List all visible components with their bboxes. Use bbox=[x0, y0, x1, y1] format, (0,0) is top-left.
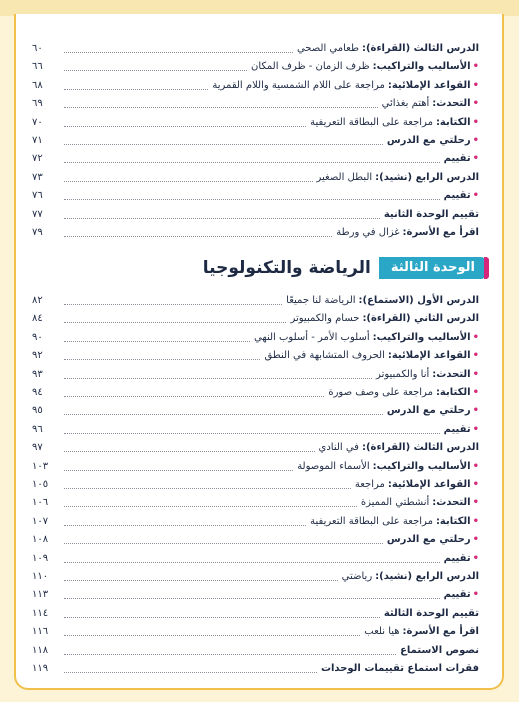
toc-entry-label: الدرس الثالث (القراءة): bbox=[361, 43, 479, 54]
toc-entry-subtitle: مراجعة bbox=[354, 479, 385, 490]
leader-dots bbox=[64, 106, 378, 108]
toc-entry-page: ٦٩ bbox=[32, 98, 43, 110]
bullet-icon: • bbox=[472, 153, 479, 165]
toc-entry[interactable] bbox=[32, 204, 479, 222]
toc-entry-label: الدرس الثالث (القراءة): bbox=[361, 442, 479, 454]
toc-entry[interactable] bbox=[32, 185, 479, 203]
bullet-icon: • bbox=[472, 135, 479, 146]
toc-entry-label: القواعد الإملائية: bbox=[387, 79, 471, 91]
bullet-icon: • bbox=[472, 368, 479, 380]
toc-entry[interactable] bbox=[32, 167, 479, 185]
leader-dots bbox=[64, 616, 380, 618]
toc-entry[interactable] bbox=[32, 382, 479, 400]
bullet-icon: • bbox=[472, 350, 479, 362]
toc-entry-label: الكتابة: bbox=[435, 387, 471, 398]
leader-dots bbox=[64, 198, 440, 200]
bullet-icon: • bbox=[472, 387, 479, 398]
unit3-title: الرياضة والتكنولوجيا bbox=[202, 258, 371, 278]
toc-entry-label: اقرأ مع الأسرة: bbox=[402, 626, 479, 638]
toc-entry-page: ٩٣ bbox=[32, 368, 43, 380]
toc-entry-subtitle: أنشطتي المميزة bbox=[360, 497, 430, 509]
toc-entry[interactable] bbox=[32, 308, 479, 326]
bullet-icon: • bbox=[472, 423, 479, 435]
toc-entry-page: ١٠٦ bbox=[32, 497, 49, 509]
toc-entry-page: ١٠٩ bbox=[32, 552, 49, 564]
toc-entry-page: ٩٦ bbox=[32, 423, 43, 435]
leader-dots bbox=[64, 395, 324, 397]
toc-entry-subtitle: في النادي bbox=[318, 442, 359, 454]
toc-entry-label: نصوص الاستماع bbox=[400, 644, 479, 656]
toc-entry-page: ٧١ bbox=[32, 135, 43, 146]
toc-entry-page: ٩٥ bbox=[32, 405, 43, 417]
bullet-icon: • bbox=[472, 515, 479, 527]
toc-entry-page: ٩٤ bbox=[32, 387, 43, 398]
toc-entry[interactable] bbox=[32, 93, 479, 111]
bullet-icon: • bbox=[472, 479, 479, 490]
toc-entry-label: رحلتي مع الدرس bbox=[386, 534, 471, 546]
toc-entry-label: فقرات استماع تقييمات الوحدات bbox=[320, 663, 479, 674]
leader-dots bbox=[64, 671, 317, 673]
toc-entry-label: الكتابة: bbox=[435, 515, 471, 527]
toc-entry[interactable] bbox=[32, 566, 479, 584]
leader-dots bbox=[64, 161, 440, 163]
leader-dots bbox=[64, 561, 440, 563]
leader-dots bbox=[64, 413, 383, 415]
leader-dots bbox=[64, 180, 313, 182]
leader-dots bbox=[64, 69, 247, 71]
toc-entry-page: ١١٤ bbox=[32, 607, 49, 619]
leader-dots bbox=[64, 597, 440, 599]
toc-entry-label: الدرس الرابع (نشيد): bbox=[375, 571, 479, 582]
bullet-icon: • bbox=[472, 79, 479, 91]
toc-entry-label: رحلتي مع الدرس bbox=[386, 405, 471, 417]
leader-dots bbox=[64, 505, 357, 507]
toc-entry-label: الدرس الرابع (نشيد): bbox=[375, 171, 479, 183]
toc-entry-page: ١١٦ bbox=[32, 626, 49, 638]
leader-dots bbox=[64, 542, 383, 544]
toc-entry[interactable] bbox=[32, 658, 479, 676]
toc-entry[interactable] bbox=[32, 56, 479, 74]
toc-entry-label: تقييم bbox=[443, 190, 471, 202]
toc-entry-subtitle: حسام والكمبيوتر bbox=[290, 313, 360, 325]
toc-entry[interactable] bbox=[32, 327, 479, 345]
leader-dots bbox=[64, 377, 372, 379]
toc-entry[interactable] bbox=[32, 456, 479, 474]
toc-entry-subtitle: الرياضة لنا جميعًا bbox=[286, 295, 356, 306]
toc-entry[interactable] bbox=[32, 419, 479, 437]
leader-dots bbox=[64, 88, 208, 90]
leader-dots bbox=[64, 143, 383, 145]
bullet-icon: • bbox=[472, 405, 479, 417]
toc-entry[interactable] bbox=[32, 529, 479, 547]
toc-entry-subtitle: ظرف الزمان - ظرف المكان bbox=[250, 61, 370, 73]
toc-entry[interactable] bbox=[32, 511, 479, 529]
toc-entry-label: تقييم الوحدة الثانية bbox=[383, 208, 479, 220]
toc-entry-subtitle: مراجعة على اللام الشمسية واللام القمرية bbox=[212, 79, 385, 91]
toc-entry[interactable] bbox=[32, 640, 479, 658]
bullet-icon: • bbox=[472, 116, 479, 128]
toc-entry-label: الدرس الثاني (القراءة): bbox=[362, 313, 479, 325]
toc-entry-page: ٦٠ bbox=[32, 43, 43, 54]
toc-entry-label: الدرس الأول (الاستماع): bbox=[358, 295, 479, 306]
toc-entry-page: ٨٢ bbox=[32, 295, 43, 306]
toc-entry-label: التحدث: bbox=[432, 497, 471, 509]
toc-entry-page: ١١٠ bbox=[32, 571, 49, 582]
toc-entry-page: ٨٤ bbox=[32, 313, 43, 325]
toc-entry-page: ١٠٨ bbox=[32, 534, 49, 546]
toc-entry-label: اقرأ مع الأسرة: bbox=[402, 227, 479, 238]
unit3-header bbox=[203, 255, 485, 281]
leader-dots bbox=[64, 432, 440, 434]
toc-entry[interactable] bbox=[32, 548, 479, 566]
bullet-icon: • bbox=[472, 61, 479, 73]
leader-dots bbox=[64, 321, 286, 323]
leader-dots bbox=[64, 524, 306, 526]
bullet-icon: • bbox=[472, 460, 479, 472]
toc-entry[interactable] bbox=[32, 345, 479, 363]
toc-entry-page: ١١٣ bbox=[32, 589, 49, 601]
toc-entry-label: تقييم bbox=[443, 552, 471, 564]
toc-entry-label: الأساليب والتراكيب: bbox=[372, 61, 471, 73]
toc-entry-label: تقييم bbox=[443, 423, 471, 435]
unit3-tab: الوحدة الثالثة bbox=[379, 257, 485, 279]
toc-entry[interactable] bbox=[32, 621, 479, 639]
toc-entry-subtitle: مراجعة على وصف صورة bbox=[328, 387, 433, 398]
toc-entry-page: ٦٨ bbox=[32, 79, 43, 91]
toc-entry-page: ١٠٥ bbox=[32, 479, 49, 490]
toc-entry[interactable] bbox=[32, 584, 479, 602]
bullet-icon: • bbox=[472, 190, 479, 202]
toc-entry[interactable] bbox=[32, 474, 479, 492]
toc-entry-subtitle: هيا نلعب bbox=[364, 626, 400, 638]
toc-entry-page: ١١٩ bbox=[32, 663, 49, 674]
leader-dots bbox=[64, 125, 306, 127]
toc-entry-subtitle: أسلوب الأمر - أسلوب النهي bbox=[254, 331, 370, 343]
leader-dots bbox=[64, 217, 380, 219]
toc-entry-label: التحدث: bbox=[432, 368, 471, 380]
toc-entry-page: ٩٧ bbox=[32, 442, 43, 454]
toc-entry-page: ٧٢ bbox=[32, 153, 43, 165]
toc-entry-subtitle: مراجعة على البطاقة التعريفية bbox=[310, 515, 433, 527]
toc-entry-page: ٧٧ bbox=[32, 208, 43, 220]
toc-entry[interactable] bbox=[32, 222, 479, 240]
toc-entry-page: ٦٦ bbox=[32, 61, 43, 73]
toc-entry[interactable] bbox=[32, 75, 479, 93]
toc-entry[interactable] bbox=[32, 437, 479, 455]
leader-dots bbox=[64, 51, 293, 53]
leader-dots bbox=[64, 303, 282, 305]
leader-dots bbox=[64, 235, 332, 237]
toc-entry[interactable] bbox=[32, 492, 479, 510]
toc-entry-label: الأساليب والتراكيب: bbox=[372, 331, 471, 343]
bullet-icon: • bbox=[472, 331, 479, 343]
toc-entry-subtitle: غزال في ورطة bbox=[336, 227, 400, 238]
toc-entry-subtitle: أهتم بغذائي bbox=[381, 98, 430, 110]
toc-entry[interactable] bbox=[32, 38, 479, 56]
bullet-icon: • bbox=[472, 589, 479, 601]
bullet-icon: • bbox=[472, 534, 479, 546]
toc-entry-label: الأساليب والتراكيب: bbox=[372, 460, 471, 472]
leader-dots bbox=[64, 487, 351, 489]
leader-dots bbox=[64, 653, 396, 655]
toc-entry-label: القواعد الإملائية: bbox=[387, 350, 471, 362]
toc-entry[interactable] bbox=[32, 112, 479, 130]
leader-dots bbox=[64, 450, 315, 452]
toc-entry-subtitle: مراجعة على البطاقة التعريفية bbox=[310, 116, 433, 128]
toc-entry-subtitle: طعامي الصحي bbox=[296, 43, 359, 54]
toc-entry-page: ١٠٣ bbox=[32, 460, 49, 472]
leader-dots bbox=[64, 358, 260, 360]
toc-entry-subtitle: البطل الصغير bbox=[316, 171, 373, 183]
leader-dots bbox=[64, 634, 360, 636]
toc-entry-page: ٧٩ bbox=[32, 227, 43, 238]
toc-entry-label: تقييم الوحدة الثالثة bbox=[383, 607, 479, 619]
toc-entry-page: ٧٦ bbox=[32, 190, 43, 202]
toc-entry-page: ١١٨ bbox=[32, 644, 49, 656]
toc-entry[interactable] bbox=[32, 130, 479, 148]
leader-dots bbox=[64, 469, 293, 471]
toc-entry-label: تقييم bbox=[443, 589, 471, 601]
toc-entry-label: القواعد الإملائية: bbox=[387, 479, 471, 490]
toc-entry-label: تقييم bbox=[443, 153, 471, 165]
toc-entry-page: ٧٣ bbox=[32, 171, 43, 183]
toc-entry[interactable] bbox=[32, 603, 479, 621]
toc-entry-subtitle: أنا والكمبيوتر bbox=[376, 368, 430, 380]
toc-entry-label: رحلتي مع الدرس bbox=[386, 135, 471, 146]
bullet-icon: • bbox=[472, 552, 479, 564]
toc-entry-subtitle: الحروف المتشابهة في النطق bbox=[264, 350, 385, 362]
toc-entry[interactable] bbox=[32, 400, 479, 418]
toc-entry-subtitle: الأسماء الموصولة bbox=[297, 460, 370, 472]
toc-entry-page: ٩٠ bbox=[32, 331, 43, 343]
toc-entry-page: ١٠٧ bbox=[32, 515, 49, 527]
toc-entry-page: ٩٢ bbox=[32, 350, 43, 362]
bullet-icon: • bbox=[472, 497, 479, 509]
toc-entry-label: الكتابة: bbox=[435, 116, 471, 128]
toc-entry[interactable] bbox=[32, 148, 479, 166]
toc-entry[interactable] bbox=[32, 290, 479, 308]
bullet-icon: • bbox=[472, 98, 479, 110]
leader-dots bbox=[64, 579, 338, 581]
toc-entry-page: ٧٠ bbox=[32, 116, 43, 128]
toc-entry-subtitle: رياضتي bbox=[341, 571, 373, 582]
toc-entry-label: التحدث: bbox=[432, 98, 471, 110]
toc-entry[interactable] bbox=[32, 364, 479, 382]
leader-dots bbox=[64, 340, 250, 342]
